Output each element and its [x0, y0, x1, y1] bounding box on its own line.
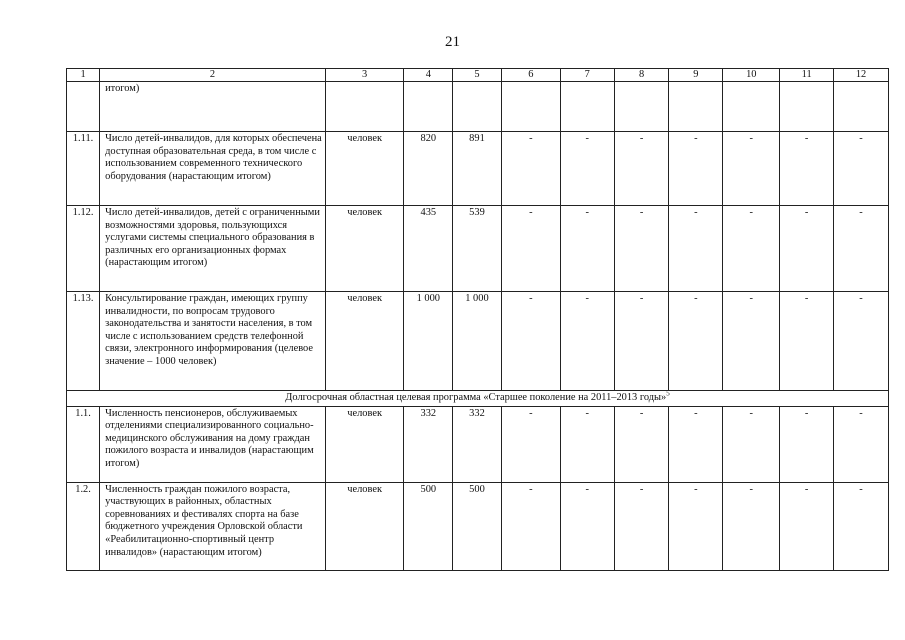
value-col-8: - [614, 292, 669, 391]
value-col-12: - [834, 482, 889, 570]
value-col-9: - [669, 132, 723, 206]
indicator-name: Консультирование граждан, имеющих группу инвалидности, по вопросам трудового законодательства и занятости населения, в том числе с использованием средств телефонной связи, электронного информирования (целевое значение – 1000 человек) [100, 292, 326, 391]
value-col-8: - [614, 482, 669, 570]
column-number-header [67, 69, 889, 82]
value-col-7 [560, 82, 614, 132]
value-col-10: - [723, 482, 780, 570]
value-col-10: - [723, 292, 780, 391]
row-number: 1.2. [67, 482, 100, 570]
table-row [67, 206, 889, 292]
row-number: 1.13. [67, 292, 100, 391]
indicator-name: Численность пенсионеров, обслуживаемых отделениями специализированного социально-медицинского обслуживания на дому граждан пожилого возраста и инвалидов (нарастающим итогом) [100, 406, 326, 482]
header-cell: 6 [501, 69, 560, 82]
value-col-5: 332 [453, 406, 502, 482]
row-number: 1.11. [67, 132, 100, 206]
value-col-10: - [723, 206, 780, 292]
row-number: 1.1. [67, 406, 100, 482]
indicator-name: Численность граждан пожилого возраста, участвующих в районных, областных соревнованиях и фестивалях спорта на базе бюджетного учреждения Орловской области «Реабилитационно-спортивный центр инвалидов» (нарастающим итогом) [100, 482, 326, 570]
value-col-7: - [560, 482, 614, 570]
indicator-name: Число детей-инвалидов, детей с ограниченными возможностями здоровья, пользующихся услугами системы специального образования в различных его организационных формах (нарастающим итогом) [100, 206, 326, 292]
value-col-9: - [669, 292, 723, 391]
value-col-12 [834, 82, 889, 132]
header-cell: 10 [723, 69, 780, 82]
header-cell: 7 [560, 69, 614, 82]
value-col-9: - [669, 482, 723, 570]
value-col-12: - [834, 132, 889, 206]
header-cell: 5 [453, 69, 502, 82]
section-title [67, 391, 889, 407]
value-col-11: - [780, 132, 834, 206]
unit-cell: человек [325, 206, 404, 292]
value-col-9: - [669, 206, 723, 292]
value-col-4: 332 [404, 406, 453, 482]
value-col-10: - [723, 406, 780, 482]
value-col-4: 1 000 [404, 292, 453, 391]
unit-cell: человек [325, 132, 404, 206]
section-header-row [67, 391, 889, 407]
indicators-table [66, 68, 889, 571]
value-col-5: 1 000 [453, 292, 502, 391]
value-col-6: - [501, 206, 560, 292]
value-col-6: - [501, 482, 560, 570]
header-cell: 8 [614, 69, 669, 82]
value-col-6: - [501, 406, 560, 482]
value-col-11: - [780, 206, 834, 292]
value-col-7: - [560, 292, 614, 391]
value-col-8 [614, 82, 669, 132]
value-col-12: - [834, 292, 889, 391]
value-col-8: - [614, 406, 669, 482]
table-row [67, 132, 889, 206]
value-col-7: - [560, 206, 614, 292]
section-title-text: Долгосрочная областная целевая программа «Старшее поколение на 2011–2013 годы» [285, 392, 667, 403]
value-col-10 [723, 82, 780, 132]
value-col-7: - [560, 406, 614, 482]
unit-cell: человек [325, 292, 404, 391]
value-col-5: 500 [453, 482, 502, 570]
value-col-11: - [780, 292, 834, 391]
header-cell: 4 [404, 69, 453, 82]
value-col-9 [669, 82, 723, 132]
value-col-4: 435 [404, 206, 453, 292]
value-col-5: 891 [453, 132, 502, 206]
row-number: 1.12. [67, 206, 100, 292]
value-col-8: - [614, 132, 669, 206]
header-cell: 9 [669, 69, 723, 82]
value-col-4: 820 [404, 132, 453, 206]
header-cell: 1 [67, 69, 100, 82]
header-cell: 11 [780, 69, 834, 82]
unit-cell: человек [325, 406, 404, 482]
row-number [67, 82, 100, 132]
header-cell: 12 [834, 69, 889, 82]
value-col-12: - [834, 206, 889, 292]
value-col-11: - [780, 406, 834, 482]
value-col-6: - [501, 132, 560, 206]
value-col-4: 500 [404, 482, 453, 570]
unit-cell [325, 82, 404, 132]
page-number: 21 [445, 34, 460, 50]
value-col-11: - [780, 482, 834, 570]
header-cell: 2 [100, 69, 326, 82]
value-col-10: - [723, 132, 780, 206]
indicator-name: Число детей-инвалидов, для которых обеспечена доступная образовательная среда, в том числе с использованием современного технического оборудования (нарастающим итогом) [100, 132, 326, 206]
value-col-4 [404, 82, 453, 132]
indicator-name: итогом) [100, 82, 326, 132]
value-col-6 [501, 82, 560, 132]
value-col-5: 539 [453, 206, 502, 292]
table-row [67, 406, 889, 482]
table-row [67, 82, 889, 132]
value-col-8: - [614, 206, 669, 292]
header-cell: 3 [325, 69, 404, 82]
value-col-7: - [560, 132, 614, 206]
value-col-6: - [501, 292, 560, 391]
value-col-5 [453, 82, 502, 132]
unit-cell: человек [325, 482, 404, 570]
value-col-9: - [669, 406, 723, 482]
value-col-11 [780, 82, 834, 132]
section-footnote-marker: 5 [666, 390, 670, 398]
table-row [67, 482, 889, 570]
table-row [67, 292, 889, 391]
value-col-12: - [834, 406, 889, 482]
